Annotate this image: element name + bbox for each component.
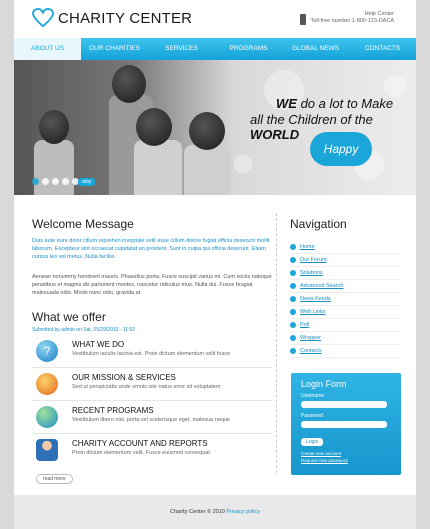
offer-item-title[interactable]: CHARITY ACCOUNT AND REPORTS xyxy=(72,439,208,448)
footer xyxy=(14,495,416,529)
bullet-icon xyxy=(290,283,296,289)
sidebar-title: Navigation xyxy=(290,217,347,231)
banner-line2-start: all the Children of the xyxy=(250,112,373,127)
sidebar-link-label[interactable]: Our Forum xyxy=(300,257,327,263)
help-label: Help Center xyxy=(364,11,394,17)
footer-copyright: Charity Center © 2010 xyxy=(170,509,225,515)
login-form xyxy=(291,373,401,475)
password-label: Password xyxy=(301,413,323,419)
username-label: Username xyxy=(301,393,325,399)
globe-icon xyxy=(36,406,58,428)
privacy-policy-link[interactable]: Privacy policy xyxy=(226,509,260,515)
sidebar-link[interactable] xyxy=(290,241,400,254)
offer-item-desc: Vestibulum libero nisl, porta vel scelerisque eget, malesua neque xyxy=(72,417,231,423)
create-account-link[interactable]: Create new account xyxy=(301,451,342,456)
sidebar-nav xyxy=(290,241,400,358)
offer-item[interactable] xyxy=(32,404,272,434)
login-title: Login Form xyxy=(301,379,347,389)
banner-line1-rest: do a lot to Make xyxy=(300,96,394,111)
reset-password-link[interactable]: Request new password xyxy=(301,458,348,463)
sidebar-link[interactable] xyxy=(290,280,400,293)
nav-item[interactable]: SERVICES xyxy=(165,45,198,52)
nav-item[interactable]: PROGRAMS xyxy=(229,45,268,52)
welcome-title: Welcome Message xyxy=(32,217,134,231)
bullet-icon xyxy=(290,348,296,354)
site-logo-text[interactable]: CHARITY CENTER xyxy=(58,10,193,27)
offer-item-title[interactable]: OUR MISSION & SERVICES xyxy=(72,373,176,382)
nav-item[interactable]: GLOBAL NEWS xyxy=(291,45,340,52)
header xyxy=(14,0,416,38)
slider-dots xyxy=(32,178,79,185)
heart-logo-icon[interactable] xyxy=(32,8,54,28)
person-icon xyxy=(36,439,58,461)
slider-dot[interactable] xyxy=(62,178,69,185)
bullet-icon xyxy=(290,257,296,263)
bullet-icon xyxy=(290,270,296,276)
phone-icon xyxy=(300,14,306,25)
password-input[interactable] xyxy=(301,421,387,428)
nav-item[interactable]: ABOUT US xyxy=(14,38,81,60)
decor-bubble xyxy=(234,155,252,173)
bullet-icon xyxy=(290,296,296,302)
bullet-icon xyxy=(290,244,296,250)
offer-item-desc: Proin dictum elementum velit. Fusce euismod consequat xyxy=(72,450,210,456)
sidebar-link[interactable] xyxy=(290,332,400,345)
offer-item[interactable] xyxy=(32,437,272,467)
banner-world: WORLD xyxy=(250,127,300,142)
read-more-button[interactable]: read more xyxy=(36,474,73,484)
bullet-icon xyxy=(290,335,296,341)
sidebar-link-label[interactable]: Contacts xyxy=(300,348,322,354)
slider-stop-button[interactable]: stop xyxy=(78,178,95,186)
offer-item-title[interactable]: WHAT WE DO xyxy=(72,340,125,349)
decor-bubble xyxy=(384,75,406,97)
offer-item-title[interactable]: RECENT PROGRAMS xyxy=(72,406,154,415)
medal-icon xyxy=(36,373,58,395)
photo-child-head xyxy=(112,65,146,103)
offer-item-desc: Vestibulum iaculis lacinia est. Proin dictum elementum velit fusce xyxy=(72,351,231,357)
page xyxy=(14,0,416,529)
sidebar-link[interactable] xyxy=(290,306,400,319)
offer-item[interactable] xyxy=(32,371,272,401)
welcome-intro: Duis aute irure dolor cillum reprehen invoptate velit esse cillum dolore fugiat officia deserunt mollit laborum. Excepteur sint occaecat cupidatat an proident. Sunt in culpa qui officia deserunt. Etiam cursus leo vel metus. Nulla facilisi. xyxy=(32,238,270,260)
photo-child-head xyxy=(39,110,69,144)
slider-dot[interactable] xyxy=(32,178,39,185)
bullet-icon xyxy=(290,309,296,315)
sidebar-link[interactable] xyxy=(290,319,400,332)
sidebar-link-label[interactable]: Poll xyxy=(300,322,310,328)
sidebar-link[interactable] xyxy=(290,345,400,358)
bullet-icon xyxy=(290,322,296,328)
welcome-paragraph: Aenean nonummy hendrerit mauris. Phasellus porta. Fusce suscipit varius mi. Cum sociis natoque penatibus et magnis dis parturient montes, nascetur ridiculus mus. Nulla dui. Fusce feugiat malesuada odio. Morbi nunc odio, gravida at. xyxy=(32,274,272,296)
slider-dot[interactable] xyxy=(52,178,59,185)
offer-title: What we offer xyxy=(32,310,106,324)
sidebar-link[interactable] xyxy=(290,267,400,280)
happy-badge: Happy xyxy=(310,132,372,166)
photo-child xyxy=(34,140,74,195)
hero-banner xyxy=(14,60,416,195)
login-button[interactable]: Login xyxy=(301,438,323,446)
sidebar-link-label[interactable]: News Feeds xyxy=(300,296,331,302)
nav-item[interactable]: CONTACTS xyxy=(364,45,401,52)
content-area xyxy=(14,195,416,495)
help-center xyxy=(311,11,394,25)
photo-child xyxy=(184,145,230,195)
sidebar-link-label[interactable]: Wrapper xyxy=(300,335,321,341)
sidebar-link[interactable] xyxy=(290,254,400,267)
column-divider xyxy=(276,213,277,473)
banner-we: WE xyxy=(276,96,297,111)
username-input[interactable] xyxy=(301,401,387,408)
offer-item-desc: Sed ut perspiciatis unde omnis iste natus error sit voluptatem xyxy=(72,384,221,390)
banner-headline-1 xyxy=(276,96,393,111)
main-nav xyxy=(14,38,416,60)
sidebar-link-label[interactable]: Home xyxy=(300,244,315,250)
nav-item[interactable]: OUR CHARITIES xyxy=(89,45,140,52)
offer-item[interactable] xyxy=(32,338,272,368)
sidebar-link[interactable] xyxy=(290,293,400,306)
help-number: Toll-free number 1-800-123-DACA xyxy=(310,18,394,24)
question-icon: ? xyxy=(36,340,58,362)
photo-child xyxy=(134,140,182,195)
slider-dot[interactable] xyxy=(42,178,49,185)
sidebar-link-label[interactable]: Web Links xyxy=(300,309,326,315)
sidebar-link-label[interactable]: Solutions xyxy=(300,270,323,276)
submitted-by: Submited by admin on Sat, 05/29/2010 - 11:52 xyxy=(32,327,136,333)
sidebar-link-label[interactable]: Advanced Search xyxy=(300,283,344,289)
photo-child-head xyxy=(136,108,172,146)
photo-child-head xyxy=(189,112,225,150)
